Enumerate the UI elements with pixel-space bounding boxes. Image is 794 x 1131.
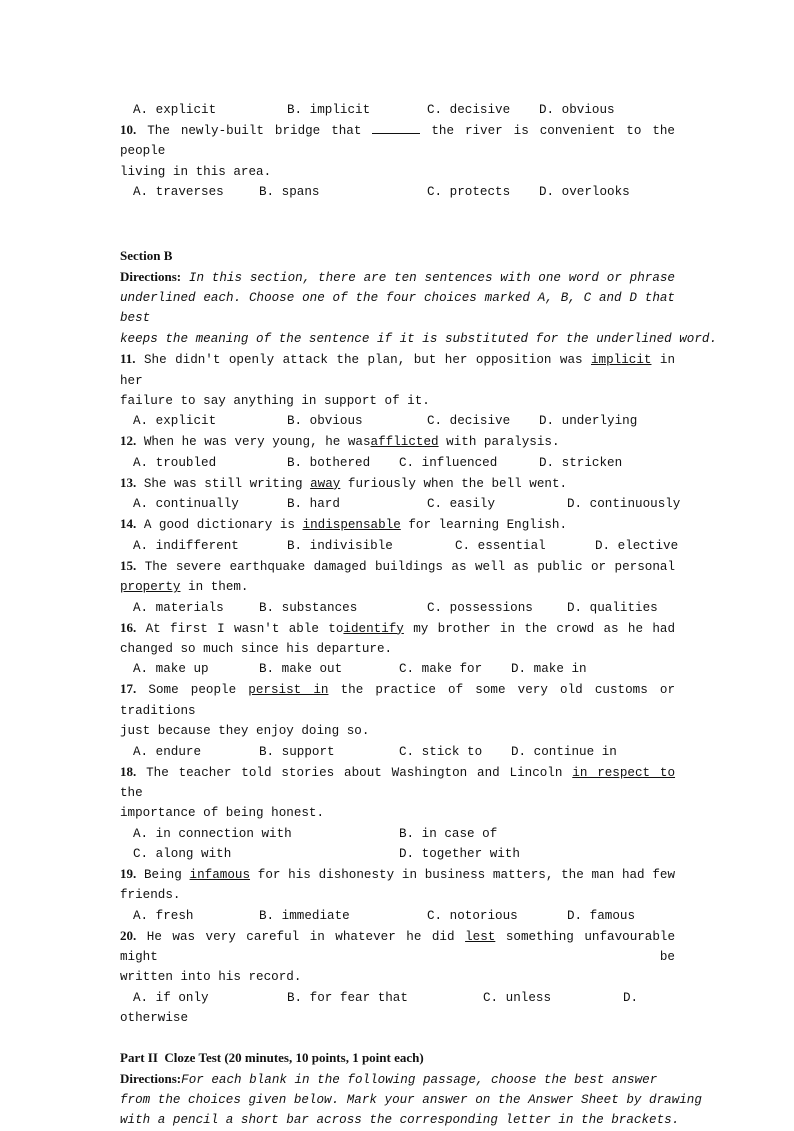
option: A. traverses	[133, 185, 224, 200]
underlined-word: lest	[465, 929, 496, 944]
option: D. overlooks	[539, 185, 630, 200]
underlined-word: indispensable	[302, 518, 401, 533]
q15-options: A. materials B. substances C. possessions D. qualities	[133, 600, 658, 615]
question-10: 10. The newly-built bridge that the river is convenient to the people	[120, 122, 675, 159]
q16-options: A. make up B. make out C. make for D. make in	[133, 662, 587, 677]
question-13: 13. She was still writing away furiously when the bell went.	[120, 474, 568, 491]
q14-options: A. indifferent B. indivisible C. essential D. elective	[133, 538, 679, 553]
question-14: 14. A good dictionary is indispensable for learning English.	[120, 516, 568, 533]
underlined-word: identify	[343, 621, 404, 636]
question-number: 10.	[120, 122, 137, 137]
question-11: 11. She didn't openly attack the plan, but her opposition was implicit in her	[120, 351, 676, 388]
option: D. obvious	[539, 103, 615, 117]
option: C. decisive	[427, 103, 511, 117]
question-12: 12. When he was very young, he wasafflicted with paralysis.	[120, 433, 560, 450]
q12-options: A. troubled B. bothered C. influenced D. stricken	[133, 455, 623, 470]
underlined-word: afflicted	[370, 435, 439, 450]
q13-options: A. continually B. hard C. easily D. continuously	[133, 497, 681, 512]
underlined-word: persist in	[248, 683, 329, 698]
q11-options: A. explicit B. obvious C. decisive D. underlying	[133, 414, 638, 429]
question-17: 17. Some people persist in the practice of some very old customs or traditions	[120, 681, 676, 718]
underlined-word: away	[310, 476, 341, 491]
option: B. spans	[259, 185, 320, 200]
question-20: 20. He was very careful in whatever he did lest something unfavourable might be	[120, 927, 676, 964]
q10-options	[120, 182, 675, 202]
q17-options: A. endure B. support C. stick to D. continue in	[133, 744, 617, 759]
option: C. protects	[427, 185, 511, 200]
exam-page: A. explicit B. implicit C. decisive D. obvious 10. The newly-built bridge that the river is convenient to the people living in this area. A. traverses B. spans C. protects D. overlooks Section B Directions: In this section, there are ten sentences with one word or phrase underlined each. Choose one of the four choices marked A, B, C and D that best keeps the meaning of the sentence if it is substituted for the underlined word. 11. She didn't openly attack the plan, but her opposition was implicit in her failure to say anything in support of it. A. explicit B. obvious C. decisive D. underlying 12. When he was very young, he wasafflicted with paralysis. A. troubled B. bothered C. influenced D. stricken 13. She was still writing away furiously when the bell went. A. continually B. hard C. easily D. continuously 14. A good dictionary is indispensable for learning English. A. indifferent B. indivisible C. essential D. elective 15. The severe earthquake damaged buildings as well as public or personal property in them. A. materials B. substances C. possessions D. qualities 16. At first I wasn't able toidentify my brother in the crowd as he had changed so much since his departure. A. make up B. make out C. make for D. make in 17. Some people persist in the practice of some very old customs or traditions just because they enjoy doing so. A. endure B. support C. stick to D. continue in 18. The teacher told stories about Washington and Lincoln in respect to the importance of being honest. A. in connection with B. in case of C. along with D. together with 19. Being infamous for his dishonesty in business matters, the man had few friends. A. fresh B. immediate C. notorious D. famous 20. He was very careful in whatever he did lest something unfavourable might be written into his record. A. if only B. for fear that C. unless D. otherwise Part II Cloze Test (20 minutes, 10 points, 1 point each) Directions:For each blank in the following passage, choose the best answer from the choices given below. Mark your answer on the Answer Sheet by drawing with a pencil a short bar across the corresponding letter in the brackets.	[120, 100, 675, 1131]
part2-title: Part II Cloze Test (20 minutes, 10 points, 1 point each)	[120, 1050, 424, 1066]
section-b-title: Section B	[120, 248, 173, 264]
question-19: 19. Being infamous for his dishonesty in business matters, the man had few	[120, 865, 676, 882]
q9-options	[120, 100, 675, 120]
question-18: 18. The teacher told stories about Washington and Lincoln in respect to the	[120, 763, 676, 800]
q19-options: A. fresh B. immediate C. notorious D. famous	[133, 908, 636, 923]
question-16: 16. At first I wasn't able toidentify my brother in the crowd as he had	[120, 619, 676, 636]
part2-directions: Directions:For each blank in the following passage, choose the best answer	[120, 1070, 658, 1087]
underlined-word: property	[120, 580, 181, 595]
q20-options: A. if only B. for fear that C. unless D.	[133, 990, 639, 1005]
q18-options-row2: C. along with D. together with	[133, 846, 520, 861]
underlined-word: in respect to	[572, 765, 676, 780]
underlined-word: infamous	[189, 867, 251, 882]
q18-options-row1: A. in connection with B. in case of	[133, 826, 498, 841]
option: A. explicit	[133, 103, 217, 117]
section-b-directions: Directions: In this section, there are ten sentences with one word or phrase	[120, 268, 675, 285]
option: B. implicit	[287, 103, 371, 117]
answer-blank	[372, 121, 420, 134]
underlined-word: implicit	[591, 353, 652, 368]
question-15: 15. The severe earthquake damaged buildings as well as public or personal	[120, 557, 676, 574]
